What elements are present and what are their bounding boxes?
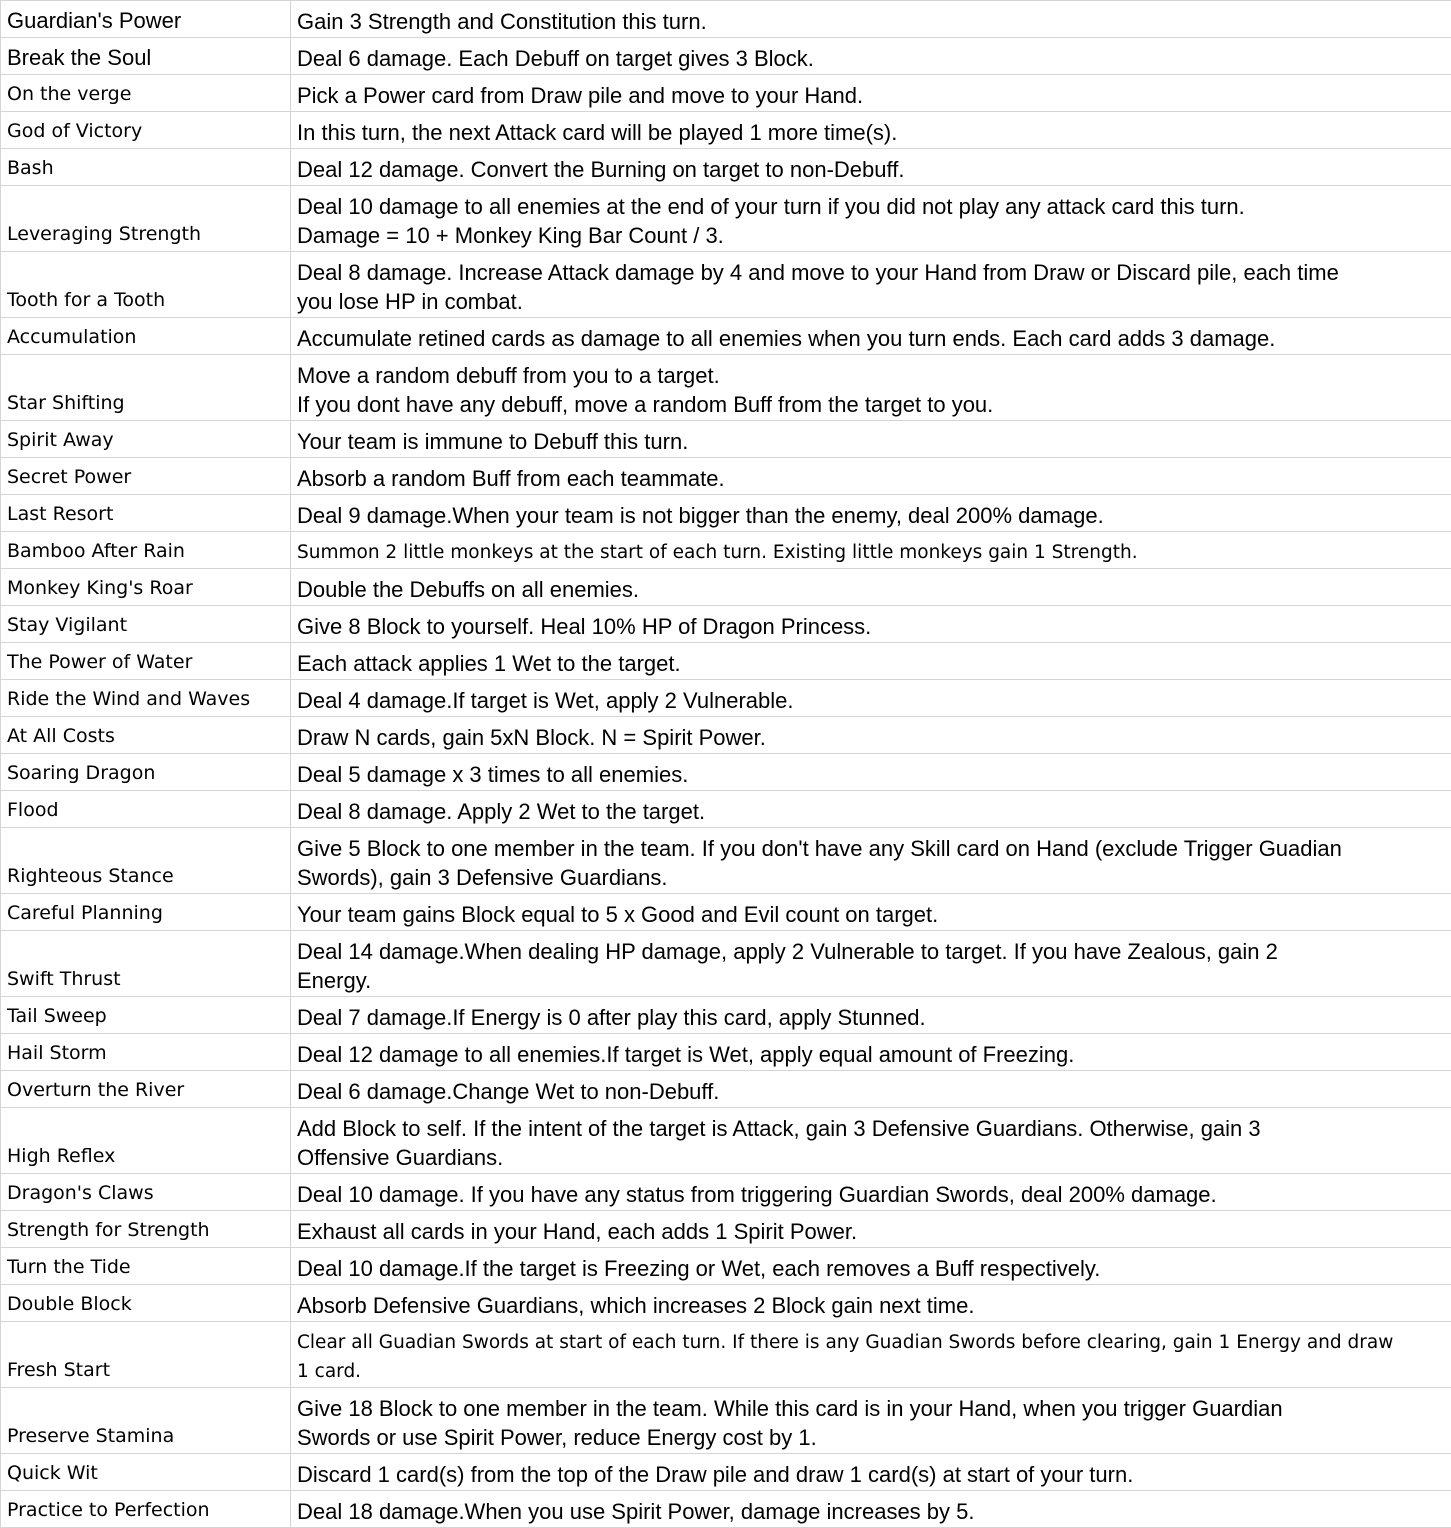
card-description-cell[interactable] xyxy=(291,931,1451,997)
table-row xyxy=(1,532,1451,569)
card-name-cell[interactable]: Righteous Stance xyxy=(1,828,291,894)
table-row xyxy=(1,112,1451,149)
card-name-cell[interactable]: Fresh Start xyxy=(1,1322,291,1388)
description-line: Deal 18 damage.When you use Spirit Power, damage increases by 5. xyxy=(297,1497,1445,1526)
card-description-cell[interactable] xyxy=(291,828,1451,894)
card-name-cell[interactable]: At All Costs xyxy=(1,717,291,754)
table-row xyxy=(1,997,1451,1034)
description-line: Give 5 Block to one member in the team. If you don't have any Skill card on Hand (exclude Trigger Guadian xyxy=(297,834,1445,863)
description-line: Discard 1 card(s) from the top of the Draw pile and draw 1 card(s) at start of your turn. xyxy=(297,1460,1445,1489)
table-row xyxy=(1,1322,1451,1388)
table-row xyxy=(1,186,1451,252)
card-description-cell[interactable] xyxy=(291,112,1451,149)
card-name-cell[interactable]: Strength for Strength xyxy=(1,1211,291,1248)
card-description-cell[interactable] xyxy=(291,355,1451,421)
card-name-cell[interactable]: Last Resort xyxy=(1,495,291,532)
card-description-cell[interactable] xyxy=(291,1071,1451,1108)
description-line: Absorb Defensive Guardians, which increases 2 Block gain next time. xyxy=(297,1291,1445,1320)
description-line: Offensive Guardians. xyxy=(297,1143,1445,1172)
description-line: Draw N cards, gain 5xN Block. N = Spirit Power. xyxy=(297,723,1445,752)
card-name-cell[interactable]: Tail Sweep xyxy=(1,997,291,1034)
table-row xyxy=(1,680,1451,717)
card-name-cell[interactable]: Quick Wit xyxy=(1,1454,291,1491)
description-line: Deal 6 damage.Change Wet to non-Debuff. xyxy=(297,1077,1445,1106)
card-name-cell[interactable]: Practice to Perfection xyxy=(1,1491,291,1528)
description-line: Deal 14 damage.When dealing HP damage, apply 2 Vulnerable to target. If you have Zealous, gain 2 xyxy=(297,937,1445,966)
description-line: Energy. xyxy=(297,966,1445,995)
card-name-cell[interactable]: Spirit Away xyxy=(1,421,291,458)
card-description-cell[interactable] xyxy=(291,717,1451,754)
table-row xyxy=(1,1108,1451,1174)
table-row xyxy=(1,318,1451,355)
card-description-cell[interactable] xyxy=(291,643,1451,680)
table-row xyxy=(1,149,1451,186)
card-description-cell[interactable] xyxy=(291,1034,1451,1071)
card-description-cell[interactable] xyxy=(291,186,1451,252)
table-row xyxy=(1,569,1451,606)
description-line: Move a random debuff from you to a target. xyxy=(297,361,1445,390)
card-name-cell[interactable]: Secret Power xyxy=(1,458,291,495)
card-description-cell[interactable] xyxy=(291,1388,1451,1454)
description-line: Deal 12 damage to all enemies.If target is Wet, apply equal amount of Freezing. xyxy=(297,1040,1445,1069)
description-line: Each attack applies 1 Wet to the target. xyxy=(297,649,1445,678)
description-line: Deal 10 damage. If you have any status from triggering Guardian Swords, deal 200% damage. xyxy=(297,1180,1445,1209)
description-line: Pick a Power card from Draw pile and move to your Hand. xyxy=(297,81,1445,110)
card-name-cell[interactable]: Dragon's Claws xyxy=(1,1174,291,1211)
card-name-cell[interactable]: Accumulation xyxy=(1,318,291,355)
table-row xyxy=(1,931,1451,997)
card-name-cell[interactable]: The Power of Water xyxy=(1,643,291,680)
card-description-cell[interactable] xyxy=(291,1285,1451,1322)
card-name-cell[interactable]: Break the Soul xyxy=(1,38,291,75)
card-description-cell[interactable] xyxy=(291,495,1451,532)
card-description-cell[interactable] xyxy=(291,791,1451,828)
card-description-cell[interactable] xyxy=(291,532,1451,569)
card-name-cell[interactable]: Overturn the River xyxy=(1,1071,291,1108)
card-name-cell[interactable]: High Reflex xyxy=(1,1108,291,1174)
card-description-cell[interactable] xyxy=(291,75,1451,112)
description-line: you lose HP in combat. xyxy=(297,287,1445,316)
table-row xyxy=(1,606,1451,643)
description-line: Deal 10 damage to all enemies at the end of your turn if you did not play any attack card this turn. xyxy=(297,192,1445,221)
card-description-cell[interactable] xyxy=(291,149,1451,186)
card-description-cell[interactable] xyxy=(291,38,1451,75)
description-line: Accumulate retined cards as damage to all enemies when you turn ends. Each card adds 3 damage. xyxy=(297,324,1445,353)
card-description-cell[interactable] xyxy=(291,680,1451,717)
description-line: Add Block to self. If the intent of the target is Attack, gain 3 Defensive Guardians. Otherwise, gain 3 xyxy=(297,1114,1445,1143)
table-row xyxy=(1,894,1451,931)
card-description-cell[interactable] xyxy=(291,1454,1451,1491)
description-line: Give 18 Block to one member in the team. While this card is in your Hand, when you trigger Guardian xyxy=(297,1394,1445,1423)
card-description-cell[interactable] xyxy=(291,252,1451,318)
card-name-cell[interactable]: Stay Vigilant xyxy=(1,606,291,643)
card-name-cell[interactable]: Turn the Tide xyxy=(1,1248,291,1285)
description-line: Deal 10 damage.If the target is Freezing or Wet, each removes a Buff respectively. xyxy=(297,1254,1445,1283)
card-description-cell[interactable] xyxy=(291,606,1451,643)
card-description-cell[interactable] xyxy=(291,569,1451,606)
card-description-cell[interactable] xyxy=(291,754,1451,791)
description-line: Clear all Guadian Swords at start of each turn. If there is any Guadian Swords before clearing, gain 1 Energy and draw xyxy=(297,1328,1445,1357)
description-line: Deal 7 damage.If Energy is 0 after play this card, apply Stunned. xyxy=(297,1003,1445,1032)
description-line: Deal 8 damage. Increase Attack damage by 4 and move to your Hand from Draw or Discard pile, each time xyxy=(297,258,1445,287)
description-line: Exhaust all cards in your Hand, each adds 1 Spirit Power. xyxy=(297,1217,1445,1246)
description-line: In this turn, the next Attack card will be played 1 more time(s). xyxy=(297,118,1445,147)
description-line: Swords), gain 3 Defensive Guardians. xyxy=(297,863,1445,892)
card-description-cell[interactable] xyxy=(291,894,1451,931)
description-line: Deal 12 damage. Convert the Burning on target to non-Debuff. xyxy=(297,155,1445,184)
card-name-cell[interactable]: Bash xyxy=(1,149,291,186)
table-row xyxy=(1,495,1451,532)
table-row xyxy=(1,828,1451,894)
table-row xyxy=(1,1248,1451,1285)
table-row xyxy=(1,643,1451,680)
table-row xyxy=(1,355,1451,421)
description-line: Deal 8 damage. Apply 2 Wet to the target. xyxy=(297,797,1445,826)
card-name-cell[interactable]: Careful Planning xyxy=(1,894,291,931)
card-description-cell[interactable] xyxy=(291,1211,1451,1248)
description-line: Summon 2 little monkeys at the start of each turn. Existing little monkeys gain 1 Strength. xyxy=(297,538,1445,567)
card-description-cell[interactable] xyxy=(291,1322,1451,1388)
card-description-cell[interactable] xyxy=(291,318,1451,355)
table-row xyxy=(1,791,1451,828)
table-row xyxy=(1,252,1451,318)
description-line: Deal 4 damage.If target is Wet, apply 2 Vulnerable. xyxy=(297,686,1445,715)
card-description-cell[interactable] xyxy=(291,458,1451,495)
table-row xyxy=(1,1174,1451,1211)
table-row xyxy=(1,1388,1451,1454)
description-line: Damage = 10 + Monkey King Bar Count / 3. xyxy=(297,221,1445,250)
card-name-cell[interactable]: God of Victory xyxy=(1,112,291,149)
table-row xyxy=(1,1211,1451,1248)
card-name-cell[interactable]: On the verge xyxy=(1,75,291,112)
description-line: Absorb a random Buff from each teammate. xyxy=(297,464,1445,493)
table-row xyxy=(1,1071,1451,1108)
description-line: Give 8 Block to yourself. Heal 10% HP of Dragon Princess. xyxy=(297,612,1445,641)
table-row xyxy=(1,1491,1451,1528)
card-description-cell[interactable] xyxy=(291,1174,1451,1211)
table-row xyxy=(1,38,1451,75)
card-description-cell[interactable] xyxy=(291,1,1451,38)
card-description-cell[interactable] xyxy=(291,1108,1451,1174)
card-name-cell[interactable]: Soaring Dragon xyxy=(1,754,291,791)
description-line: Gain 3 Strength and Constitution this turn. xyxy=(297,7,1445,36)
table-row xyxy=(1,458,1451,495)
card-name-cell[interactable]: Star Shifting xyxy=(1,355,291,421)
card-name-cell[interactable]: Ride the Wind and Waves xyxy=(1,680,291,717)
card-name-cell[interactable]: Double Block xyxy=(1,1285,291,1322)
card-name-cell[interactable]: Preserve Stamina xyxy=(1,1388,291,1454)
description-line: Deal 5 damage x 3 times to all enemies. xyxy=(297,760,1445,789)
table-row xyxy=(1,75,1451,112)
card-name-cell[interactable]: Flood xyxy=(1,791,291,828)
card-name-cell[interactable]: Leveraging Strength xyxy=(1,186,291,252)
table-row xyxy=(1,1034,1451,1071)
table-row xyxy=(1,1285,1451,1322)
table-row xyxy=(1,421,1451,458)
card-description-cell[interactable] xyxy=(291,997,1451,1034)
card-name-cell[interactable]: Swift Thrust xyxy=(1,931,291,997)
card-name-cell[interactable]: Bamboo After Rain xyxy=(1,532,291,569)
table-row xyxy=(1,1454,1451,1491)
description-line: Your team gains Block equal to 5 x Good and Evil count on target. xyxy=(297,900,1445,929)
table-row xyxy=(1,754,1451,791)
description-line: Your team is immune to Debuff this turn. xyxy=(297,427,1445,456)
card-name-cell[interactable]: Tooth for a Tooth xyxy=(1,252,291,318)
card-name-cell[interactable]: Hail Storm xyxy=(1,1034,291,1071)
description-line: 1 card. xyxy=(297,1357,1445,1386)
description-line: Double the Debuffs on all enemies. xyxy=(297,575,1445,604)
description-line: If you dont have any debuff, move a random Buff from the target to you. xyxy=(297,390,1445,419)
card-name-cell[interactable]: Guardian's Power xyxy=(1,1,291,38)
card-description-cell[interactable] xyxy=(291,1491,1451,1528)
table-row xyxy=(1,717,1451,754)
card-name-cell[interactable]: Monkey King's Roar xyxy=(1,569,291,606)
description-line: Deal 6 damage. Each Debuff on target gives 3 Block. xyxy=(297,44,1445,73)
description-line: Deal 9 damage.When your team is not bigger than the enemy, deal 200% damage. xyxy=(297,501,1445,530)
description-line: Swords or use Spirit Power, reduce Energy cost by 1. xyxy=(297,1423,1445,1452)
card-description-cell[interactable] xyxy=(291,1248,1451,1285)
table-row xyxy=(1,1,1451,38)
card-description-cell[interactable] xyxy=(291,421,1451,458)
